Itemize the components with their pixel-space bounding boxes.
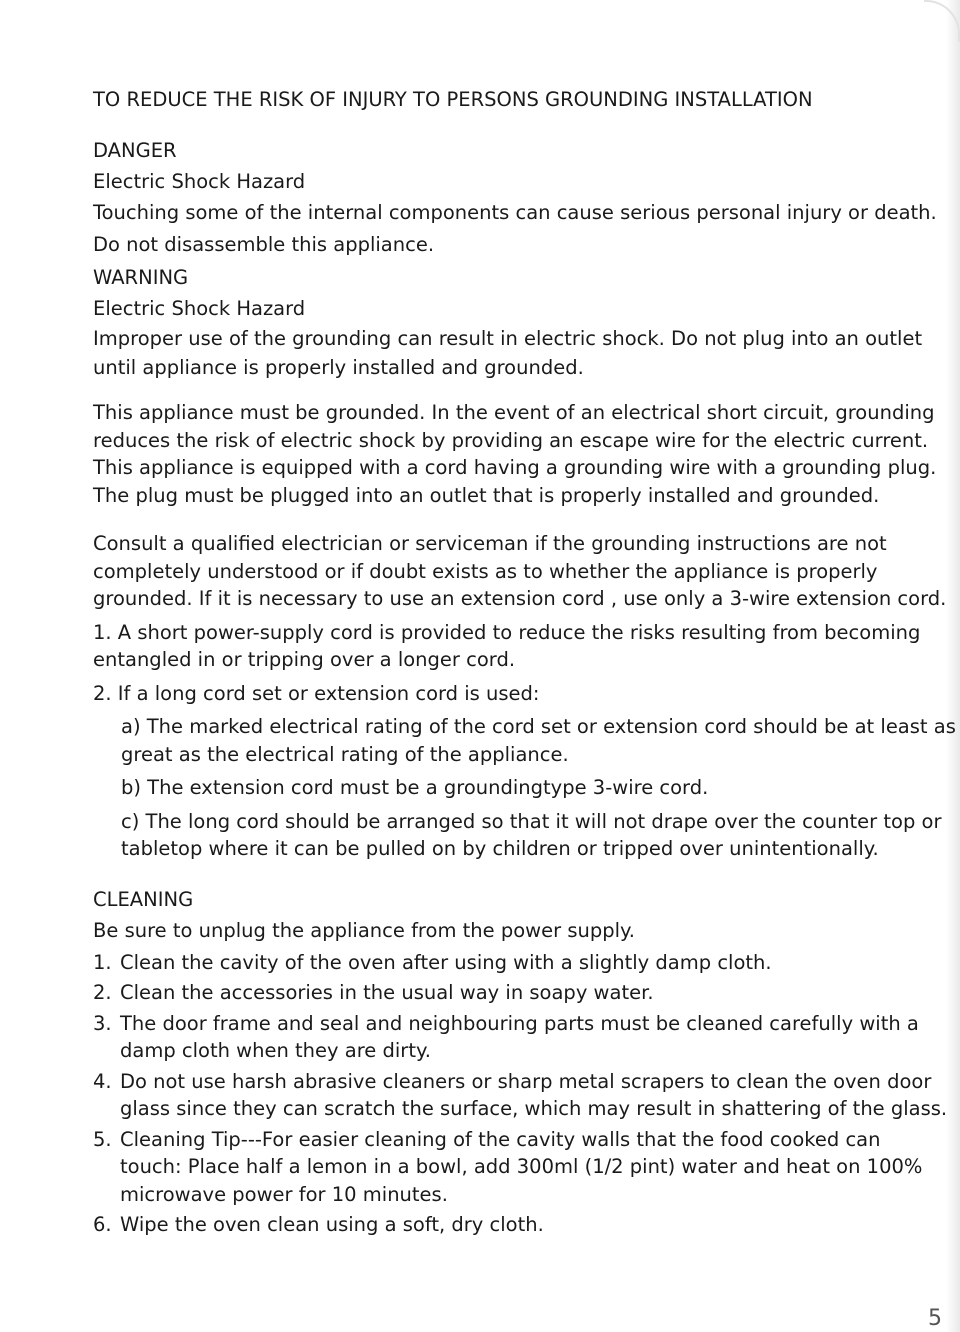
danger-text-line: Touching some of the internal components can cause serious personal injury or death. (93, 200, 937, 224)
cord-item-2: 2. If a long cord set or extension cord is used: (93, 681, 540, 705)
page-number: 5 (928, 1306, 942, 1331)
cleaning-step-line: Do not use harsh abrasive cleaners or sharp metal scrapers to clean the oven door (120, 1069, 932, 1093)
cleaning-step-number: 2. (93, 981, 112, 1004)
cord-item-1-line: entangled in or tripping over a longer cord. (93, 648, 516, 671)
cord-subitem-a-line: a) The marked electrical rating of the cord set or extension cord should be at least as (121, 715, 956, 738)
grounded-paragraph-line: This appliance is equipped with a cord having a grounding wire with a grounding plug. (93, 456, 937, 479)
cleaning-step (93, 949, 953, 977)
cleaning-intro: Be sure to unplug the appliance from the power supply. (93, 918, 635, 942)
cleaning-step-number: 1. (93, 950, 112, 974)
grounded-paragraph-line: reduces the risk of electric shock by providing an escape wire for the electric current. (93, 428, 929, 452)
cleaning-step-line: Clean the accessories in the usual way in soapy water. (120, 981, 654, 1004)
danger-label: DANGER (93, 138, 177, 162)
cleaning-step (93, 979, 953, 1007)
cord-item-1-line: 1. A short power-supply cord is provided to reduce the risks resulting from becoming (93, 620, 921, 644)
warning-text-line: until appliance is properly installed and grounded. (93, 355, 584, 379)
cleaning-step-line: glass since they can scratch the surface, which may result in shattering of the glass. (120, 1097, 948, 1120)
grounded-paragraph-line: The plug must be plugged into an outlet that is properly installed and grounded. (93, 483, 880, 507)
warning-label: WARNING (93, 265, 189, 289)
cleaning-step (93, 1211, 953, 1239)
cleaning-step-line: microwave power for 10 minutes. (120, 1182, 448, 1206)
cleaning-step-text (120, 1211, 544, 1239)
cleaning-step-number: 5. (93, 1127, 112, 1151)
warning-text-line: Improper use of the grounding can result in electric shock. Do not plug into an outlet (93, 326, 923, 350)
cleaning-step-line: damp cloth when they are dirty. (120, 1039, 431, 1062)
grounded-paragraph-line: This appliance must be grounded. In the event of an electrical short circuit, grounding (93, 401, 935, 424)
cleaning-heading: CLEANING (93, 887, 194, 911)
cleaning-step-line: Cleaning Tip---For easier cleaning of the cavity walls that the food cooked can (120, 1127, 881, 1151)
cleaning-step (93, 1010, 953, 1065)
cleaning-step (93, 1068, 953, 1123)
cleaning-step-number: 3. (93, 1011, 112, 1035)
cleaning-step-number: 6. (93, 1213, 112, 1236)
document-page (93, 86, 956, 1239)
cord-subitem-a-line: great as the electrical rating of the appliance. (121, 742, 569, 766)
cleaning-step-line: touch: Place half a lemon in a bowl, add 300ml (1/2 pint) water and heat on 100% (120, 1155, 923, 1178)
cord-subitem-c-line: tabletop where it can be pulled on by children or tripped over unintentionally. (121, 837, 879, 860)
cleaning-step (93, 1126, 953, 1209)
danger-text-line: Do not disassemble this appliance. (93, 232, 435, 256)
cleaning-step-text (120, 1010, 919, 1065)
cord-subitem-c-line: c) The long cord should be arranged so that it will not drape over the counter top or (121, 809, 942, 833)
warning-hazard: Electric Shock Hazard (93, 296, 306, 320)
danger-hazard: Electric Shock Hazard (93, 169, 306, 193)
cleaning-steps-list (93, 949, 953, 1239)
cleaning-step-number: 4. (93, 1069, 112, 1093)
cleaning-step-line: Clean the cavity of the oven after using with a slightly damp cloth. (120, 950, 772, 974)
cleaning-step-text (120, 979, 654, 1007)
cord-subitem-b: b) The extension cord must be a groundingtype 3-wire cord. (121, 776, 709, 799)
cleaning-step-line: Wipe the oven clean using a soft, dry cloth. (120, 1213, 544, 1236)
cleaning-step-line: The door frame and seal and neighbouring parts must be cleaned carefully with a (120, 1011, 919, 1035)
page-title: TO REDUCE THE RISK OF INJURY TO PERSONS GROUNDING INSTALLATION (93, 88, 813, 111)
consult-paragraph-line: grounded. If it is necessary to use an extension cord , use only a 3-wire extension cord. (93, 587, 947, 610)
cleaning-step-text (120, 949, 772, 977)
cleaning-step-text (120, 1068, 947, 1123)
consult-paragraph-line: completely understood or if doubt exists as to whether the appliance is properly (93, 559, 878, 583)
consult-paragraph-line: Consult a qualified electrician or serviceman if the grounding instructions are not (93, 532, 887, 555)
cleaning-step-text (120, 1126, 922, 1209)
